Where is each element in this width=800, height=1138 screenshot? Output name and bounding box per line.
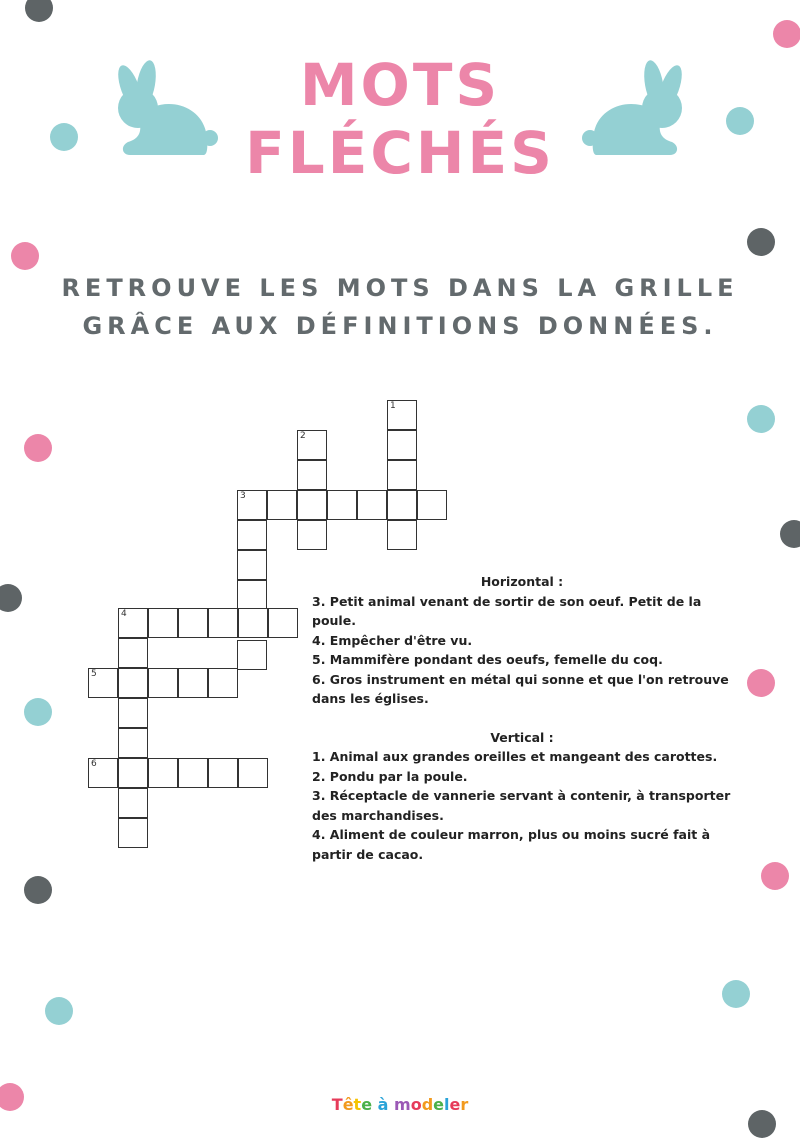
grid-cell[interactable] bbox=[297, 490, 327, 520]
grid-cell[interactable] bbox=[88, 668, 118, 698]
dot bbox=[24, 434, 52, 462]
grid-cell[interactable] bbox=[237, 550, 267, 580]
grid-cell[interactable] bbox=[237, 640, 267, 670]
grid-cell[interactable] bbox=[208, 668, 238, 698]
grid-cell[interactable] bbox=[387, 430, 417, 460]
clue-line: 5. Mammifère pondant des oeufs, femelle du coq. bbox=[312, 652, 663, 667]
page-title-line2: FLÉCHÉS bbox=[245, 119, 555, 187]
clue-number: 6 bbox=[91, 759, 97, 769]
clue-line: partir de cacao. bbox=[312, 846, 424, 862]
grid-cell[interactable] bbox=[118, 758, 148, 788]
grid-cell[interactable] bbox=[88, 758, 118, 788]
grid-cell[interactable] bbox=[297, 460, 327, 490]
grid-cell[interactable] bbox=[297, 430, 327, 460]
dot bbox=[0, 584, 22, 612]
grid-cell[interactable] bbox=[238, 608, 268, 638]
instructions-line1: RETROUVE LES MOTS DANS LA GRILLE bbox=[61, 274, 739, 302]
grid-cell[interactable] bbox=[387, 460, 417, 490]
page-title-line1: MOTS bbox=[299, 51, 501, 119]
grid-cell[interactable] bbox=[178, 758, 208, 788]
clue-line: 4. Aliment de couleur marron, plus ou moins sucré fait à bbox=[312, 827, 711, 842]
grid-cell[interactable] bbox=[148, 608, 178, 638]
grid-cell[interactable] bbox=[178, 668, 208, 698]
clue-line: 6. Gros instrument en métal qui sonne et que l'on retrouve bbox=[312, 671, 729, 687]
grid-cell[interactable] bbox=[178, 608, 208, 638]
dot bbox=[747, 405, 775, 433]
grid-cell[interactable] bbox=[118, 698, 148, 728]
clue-line: poule. bbox=[312, 613, 356, 628]
grid-cell[interactable] bbox=[237, 580, 267, 610]
grid-cell[interactable] bbox=[267, 490, 297, 520]
vertical-heading: Vertical : bbox=[490, 729, 554, 745]
grid-cell[interactable] bbox=[118, 728, 148, 758]
clue-line: 3. Petit animal venant de sortir de son oeuf. Petit de la bbox=[312, 593, 702, 609]
instructions-line2: GRÂCE AUX DÉFINITIONS DONNÉES. bbox=[82, 312, 718, 340]
dot bbox=[722, 980, 750, 1008]
clues-panel bbox=[312, 572, 732, 864]
dot bbox=[773, 20, 800, 48]
clue-number: 4 bbox=[121, 609, 127, 619]
grid-cell[interactable] bbox=[148, 668, 178, 698]
grid-cell[interactable] bbox=[208, 758, 238, 788]
grid-cell[interactable] bbox=[118, 818, 148, 848]
grid-cell[interactable] bbox=[387, 490, 417, 520]
clue-line: des marchandises. bbox=[312, 807, 444, 823]
grid-cell[interactable] bbox=[327, 490, 357, 520]
dot bbox=[11, 242, 39, 270]
clue-number: 5 bbox=[91, 669, 97, 679]
dot bbox=[747, 228, 775, 256]
dot bbox=[747, 669, 775, 697]
grid-cell[interactable] bbox=[118, 668, 148, 698]
grid-cell[interactable] bbox=[148, 758, 178, 788]
dot bbox=[45, 997, 73, 1025]
grid-cell[interactable] bbox=[417, 490, 447, 520]
grid-cell[interactable] bbox=[208, 608, 238, 638]
grid-cell[interactable] bbox=[387, 400, 417, 430]
dot bbox=[761, 862, 789, 890]
brand-logo bbox=[0, 1095, 800, 1114]
clue-line: 3. Réceptacle de vannerie servant à contenir, à transporter bbox=[312, 788, 731, 803]
grid-cell[interactable] bbox=[238, 758, 268, 788]
grid-cell[interactable] bbox=[237, 490, 267, 520]
clue-line: dans les églises. bbox=[312, 691, 429, 706]
spacer bbox=[312, 709, 732, 728]
grid-cell[interactable] bbox=[118, 638, 148, 668]
clue-line: 4. Empêcher d'être vu. bbox=[312, 632, 473, 648]
grid-cell[interactable] bbox=[387, 520, 417, 550]
clue-line: 2. Pondu par la poule. bbox=[312, 768, 468, 784]
dot bbox=[780, 520, 800, 548]
clue-number: 2 bbox=[300, 431, 306, 441]
dot bbox=[24, 876, 52, 904]
clue-number: 1 bbox=[390, 401, 396, 411]
clue-line: 1. Animal aux grandes oreilles et mangeant des carottes. bbox=[312, 749, 718, 764]
grid-cell[interactable] bbox=[268, 608, 298, 638]
clue-number: 3 bbox=[240, 491, 246, 501]
grid-cell[interactable] bbox=[237, 520, 267, 550]
dot bbox=[25, 0, 53, 22]
brand-text: Tête à modeler bbox=[331, 1095, 469, 1114]
grid-cell[interactable] bbox=[118, 608, 148, 638]
dot bbox=[748, 1110, 776, 1138]
grid-cell[interactable] bbox=[357, 490, 387, 520]
dot bbox=[24, 698, 52, 726]
grid-cell[interactable] bbox=[297, 520, 327, 550]
grid-cell[interactable] bbox=[118, 788, 148, 818]
horizontal-heading: Horizontal : bbox=[480, 574, 564, 589]
